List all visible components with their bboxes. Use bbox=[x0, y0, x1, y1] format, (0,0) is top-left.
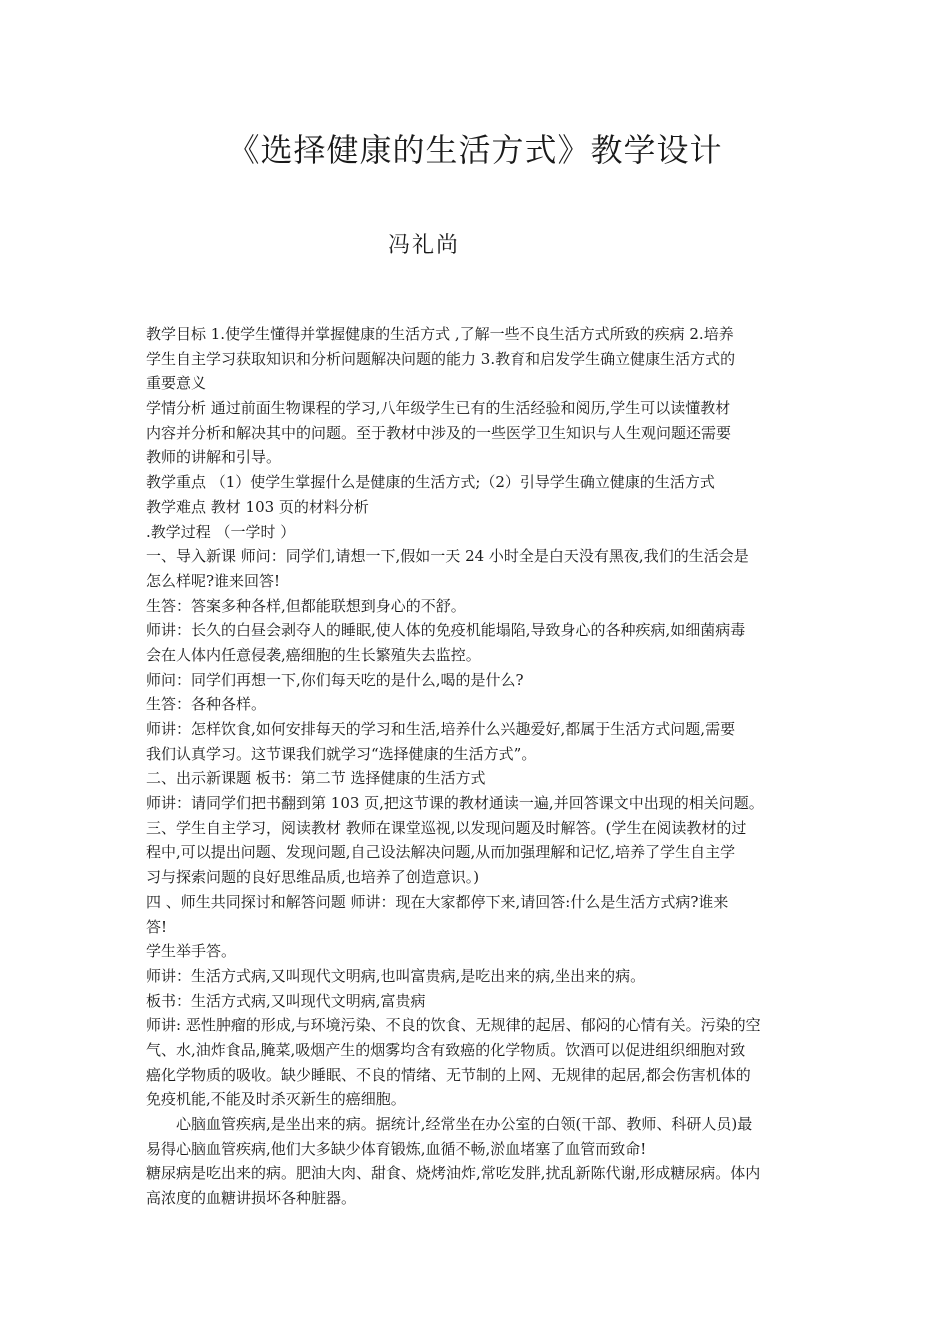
body-line: .教学过程 （一学时 ） bbox=[146, 522, 296, 541]
document-title: 《选择健康的生活方式》教学设计 bbox=[227, 131, 723, 169]
document-author: 冯礼尚 bbox=[388, 233, 461, 258]
body-line: 板书：生活方式病,又叫现代文明病,富贵病 bbox=[146, 991, 426, 1010]
body-line: 生答：答案多种各样,但都能联想到身心的不舒。 bbox=[146, 596, 466, 615]
body-line: 免疫机能,不能及时杀灭新生的癌细胞。 bbox=[146, 1090, 406, 1109]
body-line: 生答：各种各样。 bbox=[146, 695, 267, 714]
body-line: 重要意义 bbox=[146, 374, 207, 393]
body-line: 三、学生自主学习，阅读教材 教师在课堂巡视,以发现问题及时解答。(学生在阅读教材的过 bbox=[146, 818, 747, 837]
body-line: 一、导入新课 师问：同学们,请想一下,假如一天 24 小时全是白天没有黑夜,我们的生活会是 bbox=[146, 547, 749, 566]
body-line: 二、出示新课题 板书：第二节 选择健康的生活方式 bbox=[146, 769, 486, 788]
body-line: 学生举手答。 bbox=[146, 942, 237, 961]
document-body bbox=[146, 322, 814, 1211]
body-line: 师讲：请同学们把书翻到第 103 页,把这节课的教材通读一遍,并回答课文中出现的相关问题。 bbox=[146, 794, 764, 813]
body-line: 会在人体内任意侵袭,癌细胞的生长繁殖失去监控。 bbox=[146, 645, 481, 664]
body-line: 教师的讲解和引导。 bbox=[146, 448, 282, 467]
body-line: 师讲：生活方式病,又叫现代文明病,也叫富贵病,是吃出来的病,坐出来的病。 bbox=[146, 966, 646, 985]
body-line: 教学重点 （1）使学生掌握什么是健康的生活方式;（2）引导学生确立健康的生活方式 bbox=[146, 473, 715, 492]
body-line: 易得心脑血管疾病,他们大多缺少体育锻炼,血循不畅,淤血堵塞了血管而致命! bbox=[146, 1139, 647, 1158]
body-line: 我们认真学习。这节课我们就学习“选择健康的生活方式”。 bbox=[146, 744, 537, 763]
body-line: 学情分析 通过前面生物课程的学习,八年级学生已有的生活经验和阅历,学生可以读懂教材 bbox=[146, 399, 731, 418]
body-line: 怎么样呢?谁来回答! bbox=[146, 571, 281, 590]
body-line: 师讲: 恶性肿瘤的形成,与环境污染、不良的饮食、无规律的起居、郁闷的心情有关。污染的空 bbox=[146, 1016, 761, 1035]
body-line: 内容并分析和解决其中的问题。至于教材中涉及的一些医学卫生知识与人生观问题还需要 bbox=[146, 423, 732, 442]
body-line: 教学难点 教材 103 页的材料分析 bbox=[146, 497, 369, 516]
body-line: 教学目标 1.使学生懂得并掌握健康的生活方式 ,了解一些不良生活方式所致的疾病 2.培养 bbox=[146, 325, 734, 343]
body-line: 师讲：长久的白昼会剥夺人的睡眠,使人体的免疫机能塌陷,导致身心的各种疾病,如细菌病毒 bbox=[146, 621, 746, 640]
body-line: 习与探索问题的良好思维品质,也培养了创造意识。) bbox=[146, 868, 480, 887]
body-line: 心脑血管疾病,是坐出来的病。据统计,经常坐在办公室的白领(干部、教师、科研人员)最 bbox=[176, 1115, 753, 1133]
body-line: 答! bbox=[146, 917, 168, 936]
body-line: 学生自主学习获取知识和分析问题解决问题的能力 3.教育和启发学生确立健康生活方式的 bbox=[146, 349, 736, 368]
body-line: 四 、师生共同探讨和解答问题 师讲：现在大家都停下来,请回答:什么是生活方式病?谁来 bbox=[146, 892, 729, 911]
body-line: 师问：同学们再想一下,你们每天吃的是什么,喝的是什么? bbox=[146, 670, 524, 689]
body-line: 师讲：怎样饮食,如何安排每天的学习和生活,培养什么兴趣爱好,都属于生活方式问题,需要 bbox=[146, 720, 736, 738]
body-line: 高浓度的血糖讲损坏各种脏器。 bbox=[146, 1189, 357, 1208]
body-line: 糖尿病是吃出来的病。肥油大肉、甜食、烧烤油炸,常吃发胖,扰乱新陈代谢,形成糖尿病。体内 bbox=[146, 1164, 761, 1183]
body-line: 程中,可以提出问题、发现问题,自己设法解决问题,从而加强理解和记忆,培养了学生自主学 bbox=[146, 843, 736, 862]
body-line: 气、水,油炸食品,腌菜,吸烟产生的烟雾均含有致癌的化学物质。饮酒可以促进组织细胞对致 bbox=[146, 1040, 746, 1059]
body-line: 癌化学物质的吸收。缺少睡眠、不良的情绪、无节制的上网、无规律的起居,都会伤害机体的 bbox=[146, 1065, 751, 1084]
